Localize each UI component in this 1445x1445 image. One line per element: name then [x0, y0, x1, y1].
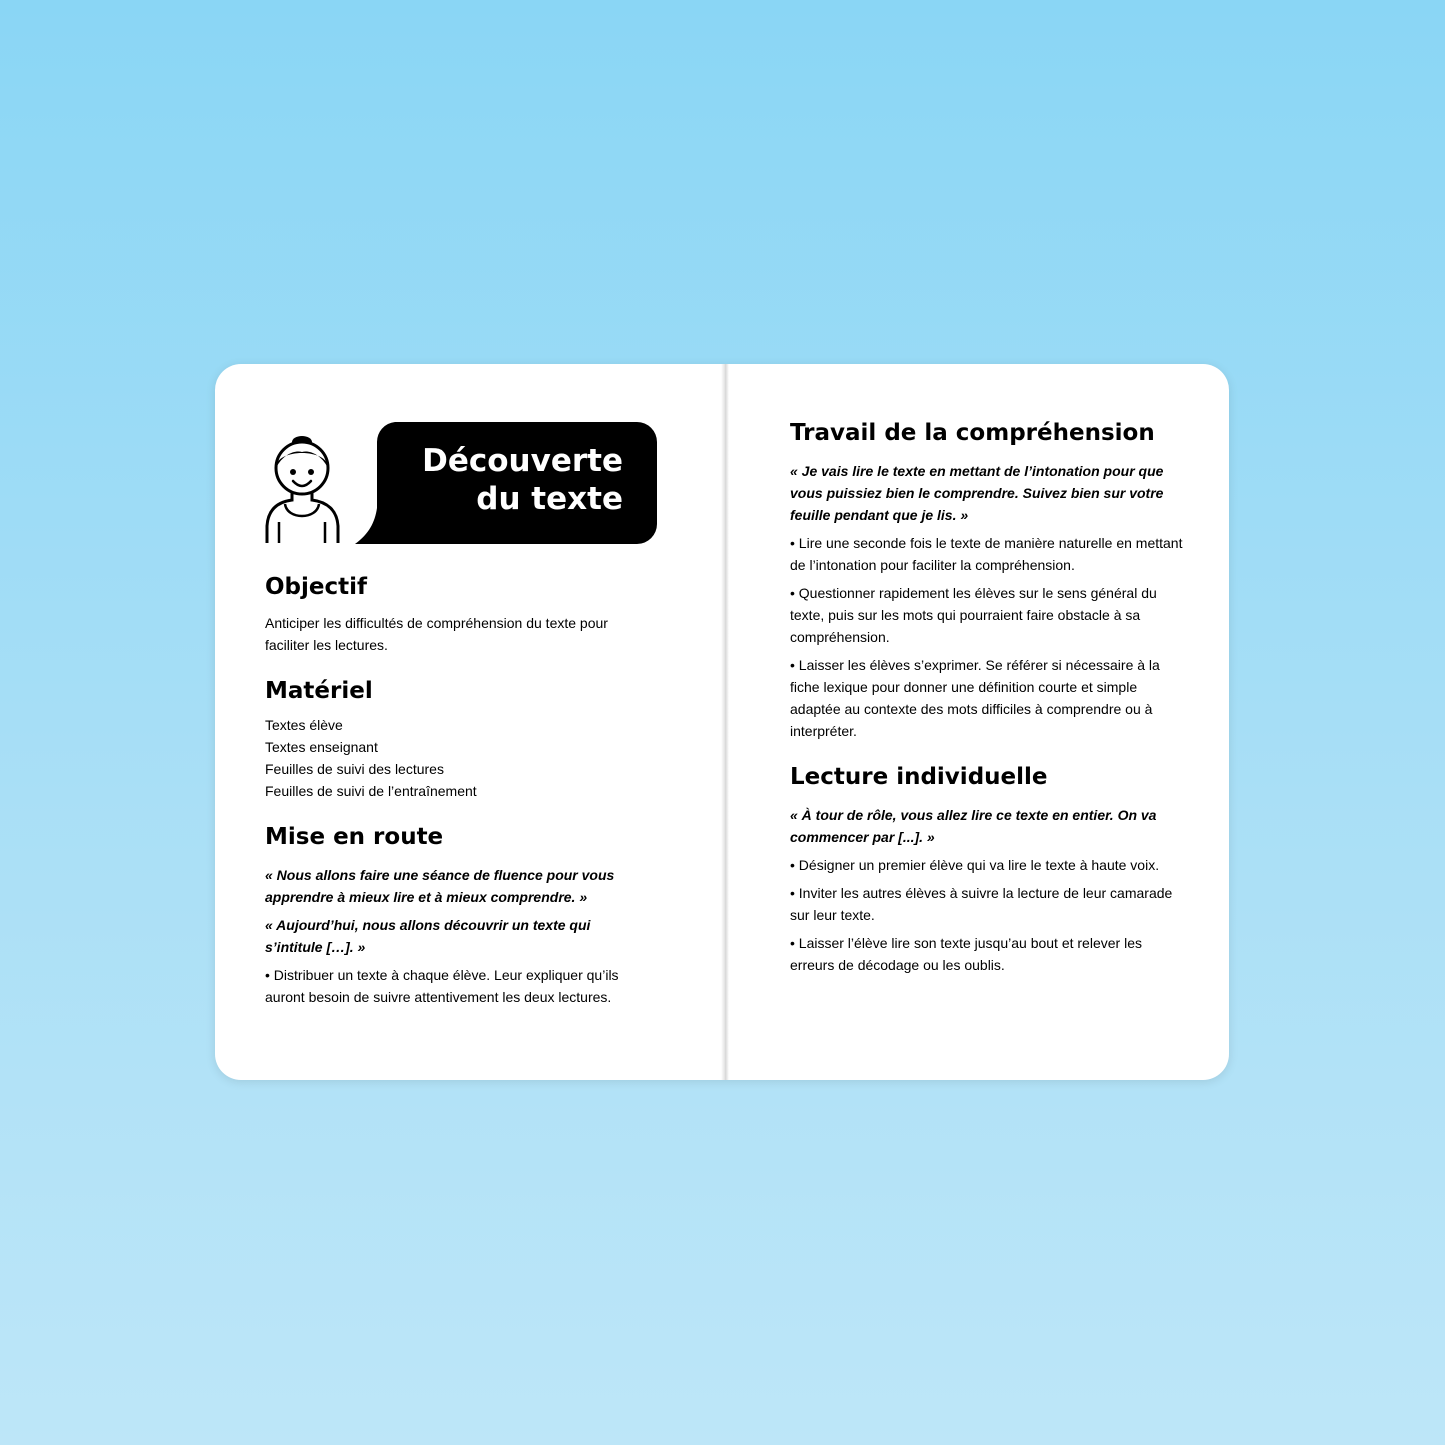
banner-title-line2: du texte [476, 481, 623, 517]
right-page-content [790, 418, 1185, 976]
left-page [265, 364, 665, 1080]
bullet-text: • Lire une seconde fois le texte de manière naturelle en mettant de l’intonation pour faciliter la compréhension. [790, 535, 1183, 573]
lecture-heading: Lecture individuelle [790, 764, 1048, 790]
bullet-text: • Inviter les autres élèves à suivre la lecture de leur camarade sur leur texte. [790, 885, 1173, 923]
list-item: Textes élève [265, 717, 343, 733]
right-page [790, 364, 1185, 1080]
mise-en-route-heading: Mise en route [265, 824, 444, 850]
quote-text: « Aujourd’hui, nous allons découvrir un texte qui s’intitule […]. » [265, 917, 591, 955]
left-page-content [265, 572, 645, 1008]
list-item: Textes enseignant [265, 739, 378, 755]
list-item: Feuilles de suivi des lectures [265, 761, 444, 777]
objectif-heading: Objectif [265, 574, 368, 600]
banner-title-line1: Découverte [422, 443, 623, 479]
quote-text: « Nous allons faire une séance de fluence pour vous apprendre à mieux lire et à mieux comprendre. » [265, 867, 615, 905]
list-item: Feuilles de suivi de l’entraînement [265, 783, 477, 799]
open-booklet [215, 364, 1229, 1080]
teacher-avatar-icon [265, 436, 341, 544]
section-banner [265, 422, 657, 544]
bullet-text: • Distribuer un texte à chaque élève. Leur expliquer qu’ils auront besoin de suivre attentivement les deux lectures. [265, 967, 619, 1005]
bullet-text: • Laisser l’élève lire son texte jusqu’au bout et relever les erreurs de décodage ou les oublis. [790, 935, 1142, 973]
materiel-heading: Matériel [265, 678, 373, 704]
bullet-text: • Désigner un premier élève qui va lire le texte à haute voix. [790, 857, 1160, 873]
materiel-list [265, 714, 645, 802]
objectif-text: Anticiper les difficultés de compréhension du texte pour faciliter les lectures. [265, 615, 608, 653]
banner-title [422, 442, 623, 518]
bullet-text: • Questionner rapidement les élèves sur le sens général du texte, puis sur les mots qui pourraient faire obstacle à sa compréhension. [790, 585, 1157, 645]
quote-text: « Je vais lire le texte en mettant de l’intonation pour que vous puissiez bien le comprendre. Suivez bien sur votre feuille pendant que je lis. » [790, 463, 1164, 523]
book-spine [721, 364, 729, 1080]
bullet-text: • Laisser les élèves s’exprimer. Se référer si nécessaire à la fiche lexique pour donner une définition courte et simple adaptée au contexte des mots difficiles à comprendre ou à interpréter. [790, 657, 1160, 739]
quote-text: « À tour de rôle, vous allez lire ce texte en entier. On va commencer par [...]. » [790, 807, 1157, 845]
comprehension-heading: Travail de la compréhension [790, 420, 1155, 446]
